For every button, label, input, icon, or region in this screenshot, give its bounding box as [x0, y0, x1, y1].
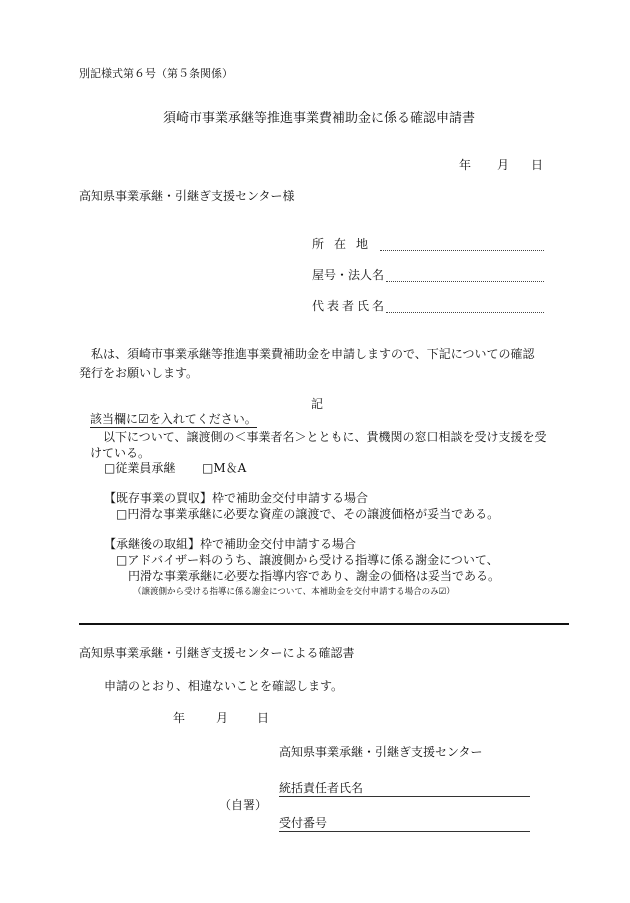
statement-line2: けている。	[90, 446, 151, 460]
section2-note: （譲渡側から受ける指導に係る謝金について、本補助金を交付申請する場合のみ☑）	[133, 587, 455, 597]
business-name-field[interactable]	[386, 281, 544, 282]
section1-heading: 【既存事業の買収】枠で補助金交付申請する場合	[104, 491, 369, 505]
page-title: 須崎市事業承継等推進事業費補助金に係る確認申請書	[163, 111, 476, 126]
representative-field[interactable]	[386, 312, 544, 313]
address-field[interactable]	[380, 250, 544, 251]
date-day-label: 日	[531, 158, 544, 172]
ki-heading: 記	[311, 397, 324, 411]
request-text-line2: 発行をお願いします。	[79, 366, 199, 380]
address-label: 所在地	[312, 237, 379, 251]
request-text-line1: 私は、須崎市事業承継等推進事業費補助金を申請しますので、下記についての確認	[91, 347, 535, 361]
form-number: 別記様式第６号（第５条関係）	[79, 67, 233, 80]
confirmation-title: 高知県事業承継・引継ぎ支援センターによる確認書	[79, 646, 355, 660]
confirmation-month-label: 月	[216, 711, 229, 725]
officer-name-field[interactable]	[279, 796, 530, 797]
statement-line1: 以下について、譲渡側の＜事業者名＞とともに、貴機関の窓口相談を受け支援を受	[103, 430, 547, 444]
addressee: 高知県事業承継・引継ぎ支援センター様	[79, 189, 295, 203]
date-year-label: 年	[459, 158, 472, 172]
date-month-label: 月	[497, 158, 510, 172]
representative-label: 代表者氏名	[312, 299, 388, 313]
business-name-label: 屋号・法人名	[312, 268, 385, 282]
section1-checkbox-item[interactable]: □円滑な事業承継に必要な資産の譲渡で、その譲渡価格が妥当である。	[116, 507, 500, 521]
section2-heading: 【承継後の取組】枠で補助金交付申請する場合	[104, 537, 357, 551]
receipt-number-label: 受付番号	[279, 816, 328, 830]
confirmation-text: 申請のとおり、相違ないことを確認します。	[104, 679, 344, 693]
officer-name-label: 統括責任者氏名	[279, 781, 364, 795]
option-m-and-a[interactable]: □M＆A	[202, 461, 247, 475]
self-sign-label: （自署）	[219, 798, 268, 812]
option-employee-succession[interactable]: □従業員承継	[104, 461, 176, 475]
section-divider	[79, 623, 569, 625]
receipt-number-field[interactable]	[279, 831, 530, 832]
confirmation-year-label: 年	[173, 711, 186, 725]
confirmation-day-label: 日	[257, 711, 270, 725]
instruction-text: 該当欄に☑を入れてください。	[90, 412, 257, 426]
confirmation-center-name: 高知県事業承継・引継ぎ支援センター	[279, 745, 483, 759]
section2-item-line2: 円滑な事業承継に必要な指導内容であり、謝金の価格は妥当である。	[128, 569, 501, 583]
section2-checkbox-item[interactable]: □アドバイザー料のうち、譲渡側から受ける指導に係る謝金について、	[116, 553, 499, 567]
